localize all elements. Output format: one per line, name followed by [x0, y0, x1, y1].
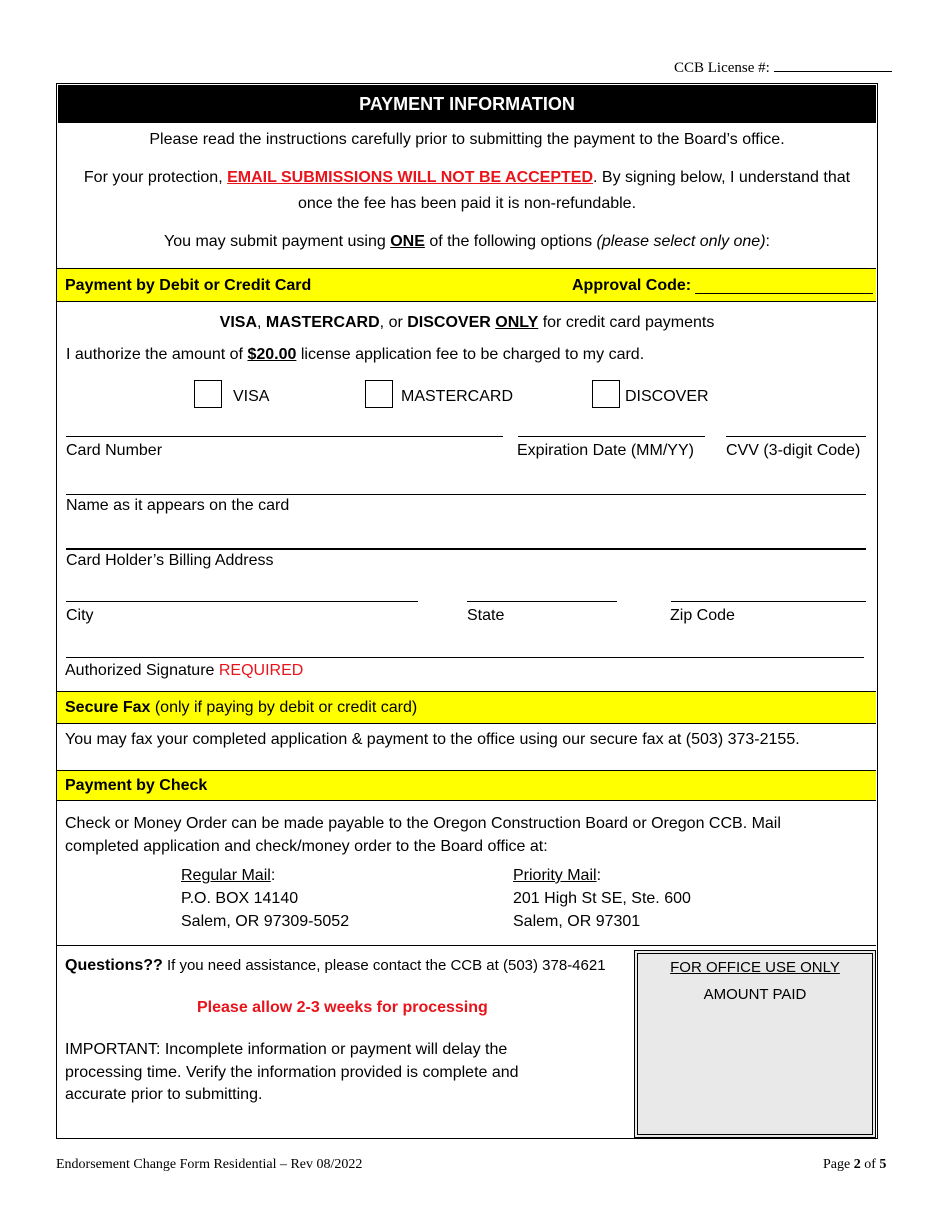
- amount-paid-label: AMOUNT PAID: [703, 986, 807, 1003]
- questions-contact: If you need assistance, please contact the CCB at (503) 378-4621: [162, 957, 606, 974]
- accepted-comma: ,: [257, 314, 266, 331]
- questions-text: [65, 957, 606, 975]
- page-mid: of: [860, 1157, 880, 1172]
- important-line-2: processing time. Verify the information provided is complete and: [65, 1064, 519, 1081]
- questions-bold: Questions??: [65, 957, 163, 974]
- intro-line-4-pre: You may submit payment using: [164, 233, 391, 250]
- questions-divider: [57, 945, 876, 946]
- fax-text: You may fax your completed application & payment to the office using our secure fax at (503) 373-2155.: [65, 731, 800, 748]
- intro-line-4: [58, 233, 876, 251]
- discover-label: DISCOVER: [625, 388, 709, 405]
- state-field[interactable]: [467, 601, 617, 602]
- fax-title-bold: Secure Fax: [65, 699, 151, 716]
- city-label: City: [66, 607, 94, 624]
- accepted-or: , or: [379, 314, 408, 331]
- regular-mail-heading: [181, 867, 275, 885]
- visa-checkbox[interactable]: [194, 380, 222, 408]
- card-number-field[interactable]: [66, 436, 503, 437]
- state-label: State: [467, 607, 505, 624]
- zip-field[interactable]: [671, 601, 866, 602]
- intro-line-2: [58, 169, 876, 187]
- ccb-license-label: CCB License #:: [674, 60, 770, 76]
- accepted-mastercard: MASTERCARD: [265, 314, 380, 331]
- page-total: 5: [879, 1157, 887, 1172]
- card-section-header: [57, 268, 876, 302]
- billing-address-field[interactable]: [66, 548, 866, 550]
- priority-mail-label: Priority Mail: [513, 867, 597, 884]
- signature-label: [65, 662, 303, 680]
- intro-line-3: once the fee has been paid it is non-refundable.: [297, 195, 637, 212]
- cardholder-name-label: Name as it appears on the card: [66, 497, 290, 514]
- page-pre: Page: [823, 1157, 854, 1172]
- card-number-label: Card Number: [66, 442, 163, 459]
- footer-form-name: Endorsement Change Form Residential – Rev 08/2022: [56, 1157, 363, 1172]
- intro-italic: (please select only one): [596, 233, 766, 250]
- ccb-license-field[interactable]: [674, 57, 892, 77]
- check-text-line-1: Check or Money Order can be made payable to the Oregon Construction Board or Oregon CCB. Mail: [65, 815, 781, 832]
- priority-mail-line-2: Salem, OR 97301: [513, 913, 641, 930]
- check-section-title: Payment by Check: [65, 777, 208, 794]
- intro-line-1: Please read the instructions carefully prior to submitting the payment to the Board’s office.: [149, 131, 785, 148]
- expiration-label: Expiration Date (MM/YY): [517, 442, 694, 459]
- accepted-only: ONLY: [495, 314, 539, 331]
- zip-label: Zip Code: [670, 607, 735, 624]
- check-text-line-2: completed application and check/money order to the Board office at:: [65, 838, 548, 855]
- accepted-discover: DISCOVER: [407, 314, 491, 331]
- cvv-label: CVV (3-digit Code): [726, 442, 861, 459]
- regular-mail-line-1: P.O. BOX 14140: [181, 890, 299, 907]
- priority-mail-line-1: 201 High St SE, Ste. 600: [513, 890, 691, 907]
- ccb-license-line[interactable]: [774, 57, 892, 72]
- section-title: PAYMENT INFORMATION: [58, 85, 876, 123]
- fax-title-rest: (only if paying by debit or credit card): [150, 699, 418, 716]
- office-use-title-text: FOR OFFICE USE ONLY: [670, 959, 840, 976]
- accepted-end: for credit card payments: [538, 314, 715, 331]
- signature-text: Authorized Signature: [65, 662, 219, 679]
- email-warning: EMAIL SUBMISSIONS WILL NOT BE ACCEPTED: [227, 169, 594, 186]
- accepted-cards-text: [58, 314, 876, 332]
- processing-notice: Please allow 2-3 weeks for processing: [197, 999, 488, 1016]
- intro-line-4-end: :: [765, 233, 770, 250]
- priority-mail-colon: :: [596, 867, 602, 884]
- card-section-title: Payment by Debit or Credit Card: [65, 277, 312, 294]
- page-number: [823, 1157, 886, 1173]
- fax-section-title: [65, 699, 417, 717]
- authorize-amount: $20.00: [247, 346, 297, 363]
- important-line-3: accurate prior to submitting.: [65, 1086, 263, 1103]
- mastercard-checkbox[interactable]: [365, 380, 393, 408]
- approval-code-line[interactable]: [695, 293, 873, 294]
- office-use-title: [635, 959, 875, 976]
- authorize-pre: I authorize the amount of: [66, 346, 248, 363]
- city-field[interactable]: [66, 601, 418, 602]
- accepted-visa: VISA: [219, 314, 257, 331]
- office-use-box: [634, 950, 876, 1138]
- fax-section-header: [57, 691, 876, 724]
- visa-label: VISA: [233, 388, 270, 405]
- cvv-field[interactable]: [726, 436, 866, 437]
- intro-one: ONE: [390, 233, 425, 250]
- intro-line-4-mid: of the following options: [424, 233, 597, 250]
- regular-mail-line-2: Salem, OR 97309-5052: [181, 913, 350, 930]
- authorize-text: [66, 346, 644, 364]
- billing-address-label: Card Holder’s Billing Address: [66, 552, 274, 569]
- intro-line-2-post: . By signing below, I understand that: [593, 169, 851, 186]
- signature-required: REQUIRED: [218, 662, 304, 679]
- approval-code-label: Approval Code:: [572, 277, 692, 294]
- signature-field[interactable]: [66, 657, 864, 658]
- important-line-1: IMPORTANT: Incomplete information or payment will delay the: [65, 1041, 508, 1058]
- check-section-header: [57, 770, 876, 801]
- regular-mail-colon: :: [270, 867, 276, 884]
- office-use-inner: [637, 953, 873, 1135]
- page-current: 2: [853, 1157, 861, 1172]
- priority-mail-heading: [513, 867, 601, 885]
- regular-mail-label: Regular Mail: [181, 867, 271, 884]
- cardholder-name-field[interactable]: [66, 494, 866, 495]
- mastercard-label: MASTERCARD: [401, 388, 514, 405]
- authorize-post: license application fee to be charged to my card.: [296, 346, 645, 363]
- discover-checkbox[interactable]: [592, 380, 620, 408]
- expiration-field[interactable]: [518, 436, 705, 437]
- intro-line-2-pre: For your protection,: [83, 169, 228, 186]
